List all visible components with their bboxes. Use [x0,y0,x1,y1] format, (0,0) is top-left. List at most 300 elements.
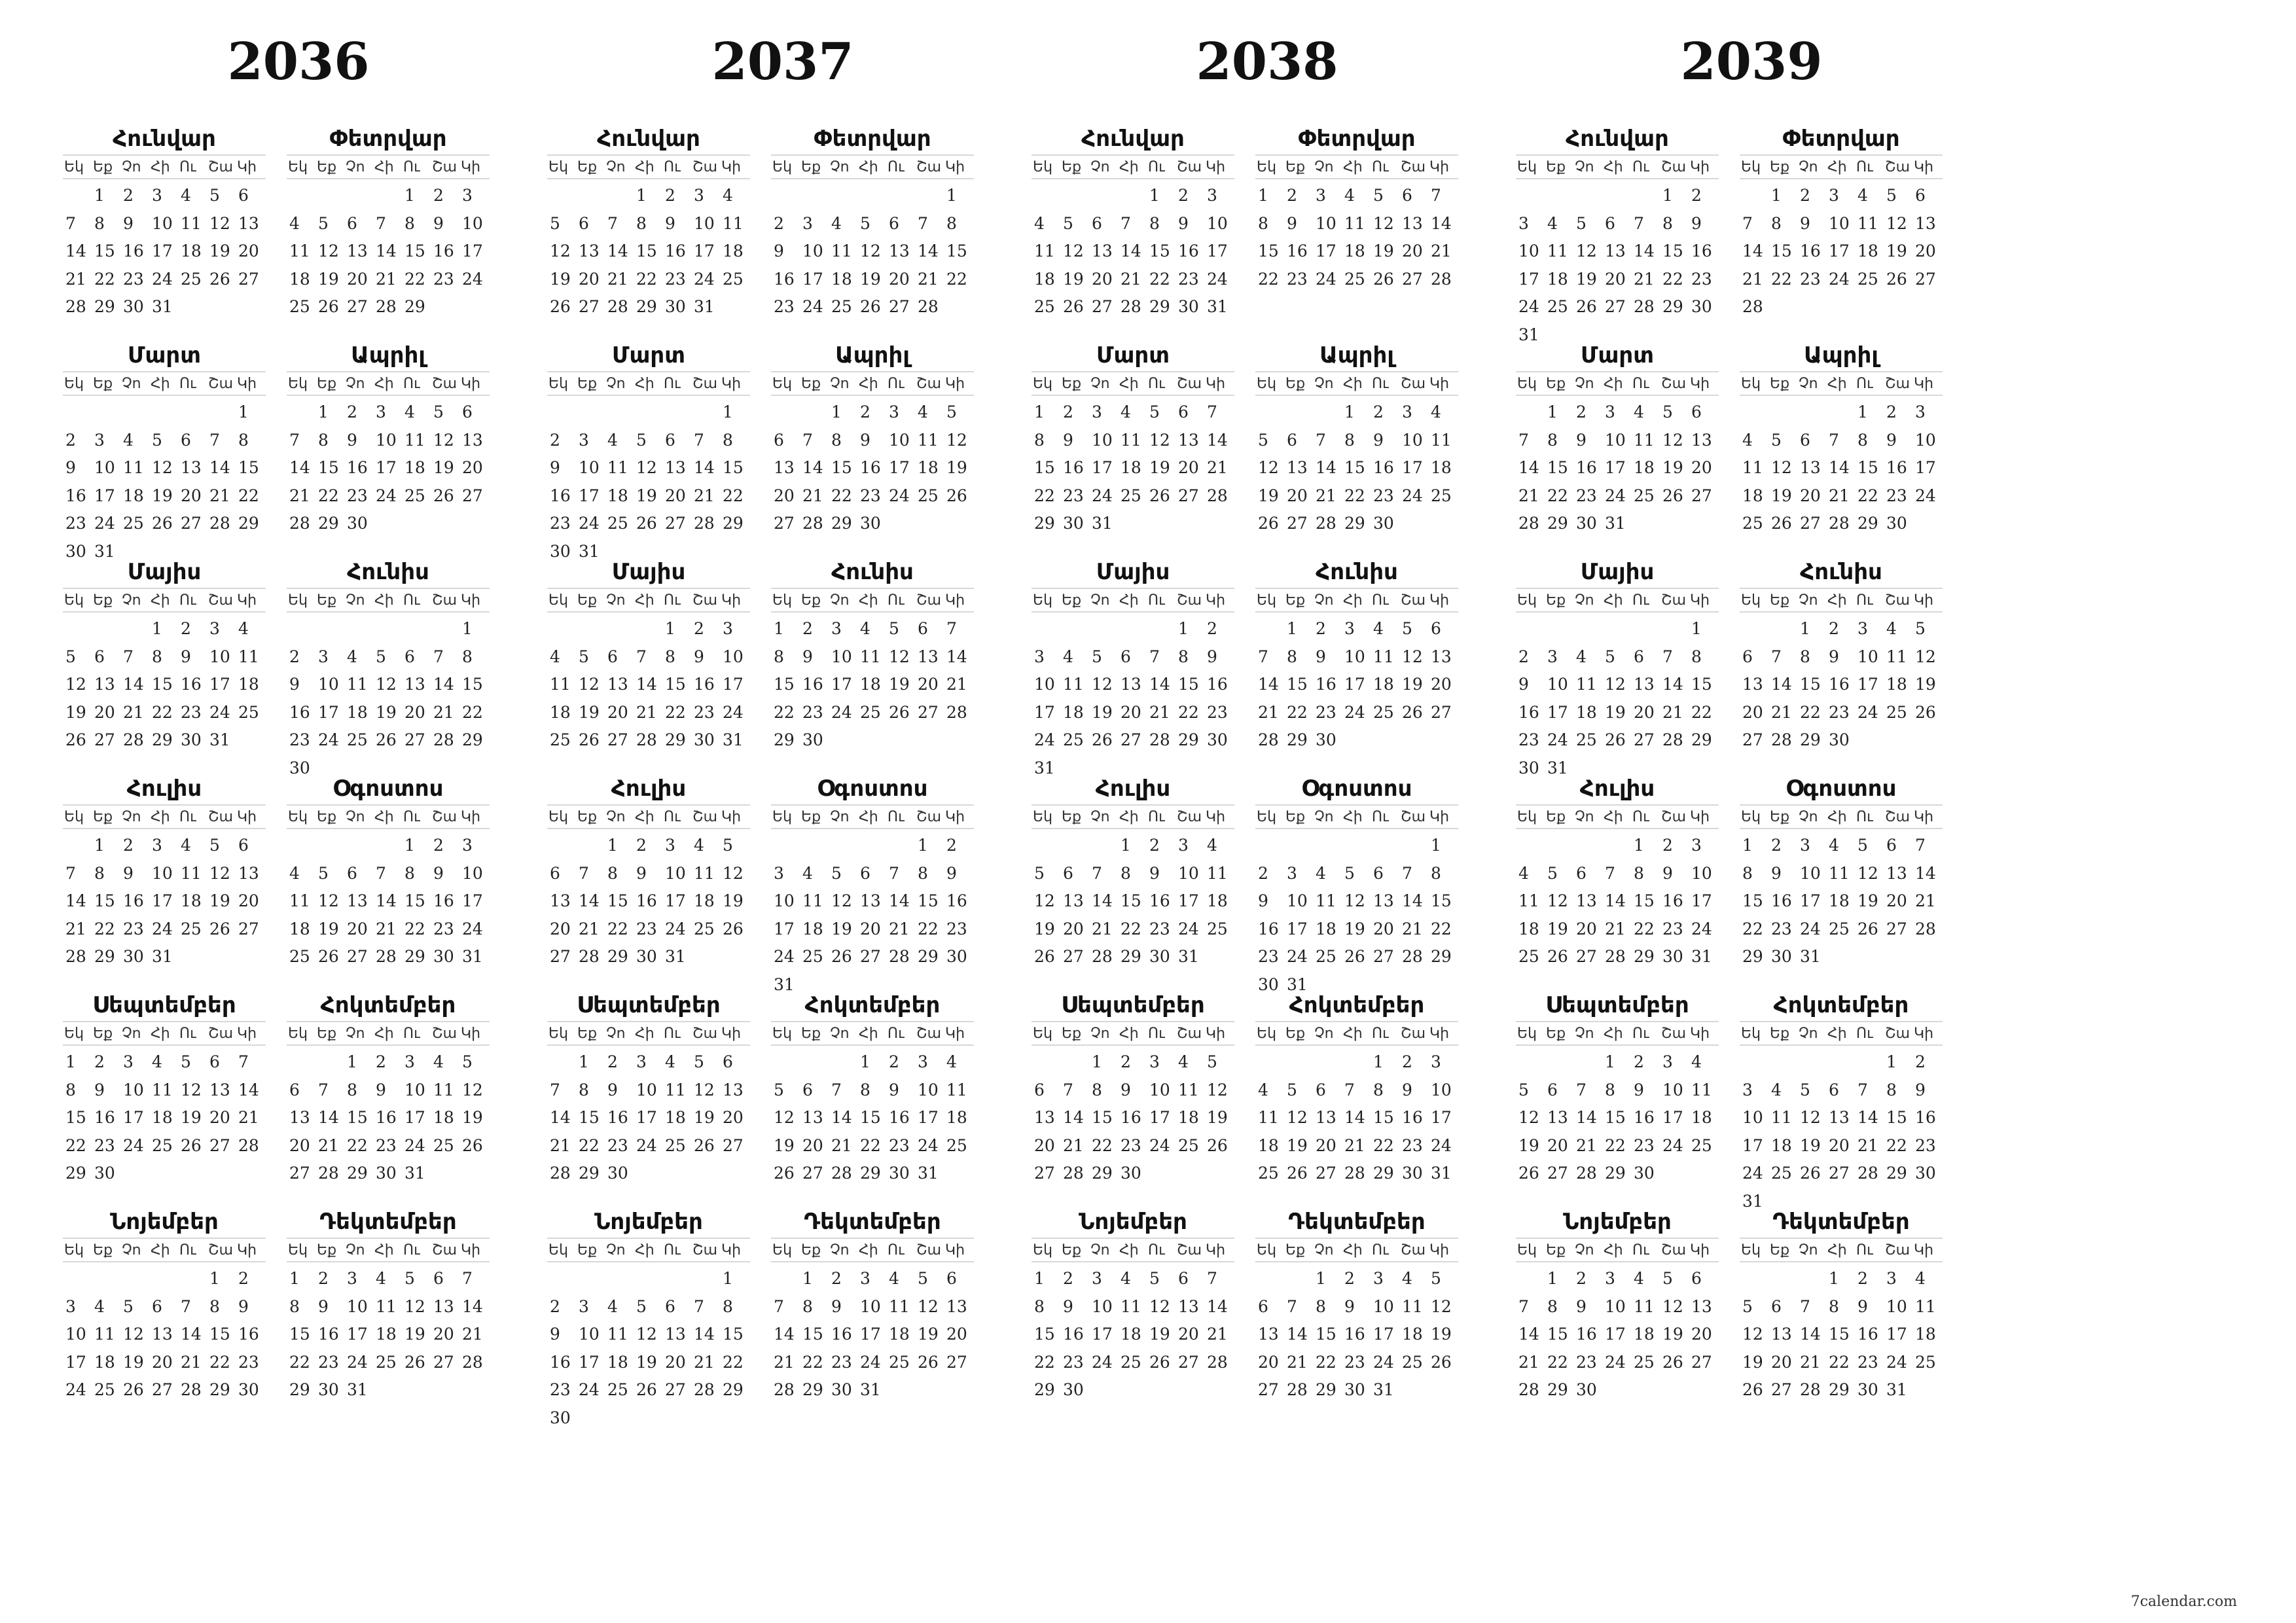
month [1516,1207,1719,1423]
empty-cell [1031,182,1060,210]
empty-cell [576,1265,605,1293]
day-cell: 12 [723,863,744,883]
day-cell: 7 [607,213,618,233]
day-cell: 3 [462,836,473,855]
day-cell: 27 [152,1380,173,1399]
day-cell: 17 [1547,702,1568,722]
day-cell: 22 [723,1352,744,1372]
day-cell: 12 [579,675,600,694]
weekday-label: Եք [1770,158,1790,175]
day-cell: 14 [1092,891,1113,910]
day-cell: 25 [1547,297,1568,316]
day-cell: 9 [318,1296,329,1316]
day-cell: 3 [318,647,329,666]
day-cell: 29 [289,1380,310,1399]
day-cell: 22 [579,1135,600,1155]
day-cell: 4 [1344,186,1355,205]
weekday-label: Եկ [548,1025,569,1042]
day-cell: 16 [1634,1108,1655,1127]
empty-cell [1031,832,1060,860]
empty-cell [1089,615,1118,643]
weekday-label: Ու [403,1025,420,1042]
day-cell: 5 [889,619,899,638]
day-cell: 6 [889,213,899,233]
weekday-label: Ու [179,1241,196,1258]
month-name: Հուլիս [1579,776,1655,802]
day-cell: 15 [860,1108,881,1127]
day-cell: 13 [1800,458,1821,477]
empty-cell [829,182,857,210]
weekday-header [1516,1238,1719,1262]
day-cell: 11 [665,1080,686,1099]
year-title: 2039 [1680,32,1823,92]
day-cell: 27 [1829,1164,1850,1183]
day-cell: 24 [579,1380,600,1399]
weekday-label: Կի [1690,158,1710,175]
weekday-label: Շա [692,592,718,609]
month-name: Փետրվար [1782,126,1900,152]
day-cell: 8 [238,430,249,450]
weekday-label: Ու [1372,1025,1389,1042]
day-cell: 13 [1771,1325,1792,1344]
day-cell: 11 [181,863,202,883]
day-cell: 21 [433,702,454,722]
day-grid [63,615,264,755]
day-cell: 22 [1771,269,1792,289]
weekday-label: Եկ [548,158,569,175]
day-cell: 3 [1662,1052,1673,1071]
day-cell: 30 [665,297,686,316]
day-cell: 11 [1829,863,1850,883]
weekday-header [547,588,750,613]
day-cell: 21 [238,1108,259,1127]
day-cell: 15 [404,891,425,910]
day-cell: 12 [1063,241,1084,260]
weekday-label: Չո [1090,375,1110,392]
empty-cell [63,615,92,643]
day-cell: 15 [918,891,939,910]
day-cell: 13 [1258,1325,1279,1344]
empty-cell [344,182,373,210]
day-cell: 11 [1121,1296,1141,1316]
empty-cell [605,182,634,210]
empty-cell [1118,182,1147,210]
day-cell: 2 [636,836,647,855]
empty-cell [1031,615,1060,643]
day-cell: 11 [1034,241,1055,260]
empty-cell [1631,615,1660,643]
weekday-label: Կի [461,375,481,392]
day-cell: 17 [1431,1108,1452,1127]
day-cell: 29 [831,514,852,533]
day-cell: 1 [1886,1052,1897,1071]
weekday-label: Հի [859,158,878,175]
weekday-label: Կի [1690,1025,1710,1042]
day-cell: 15 [1771,241,1792,260]
day-cell: 7 [550,1080,560,1099]
day-cell: 25 [1742,514,1763,533]
day-grid [1031,1048,1233,1188]
day-cell: 30 [1178,297,1199,316]
day-cell: 11 [607,458,628,477]
weekday-label: Հի [1343,1241,1363,1258]
month-name: Դեկտեմբեր [1288,1209,1426,1235]
day-cell: 31 [209,730,230,749]
day-cell: 19 [1547,919,1568,938]
day-cell: 19 [1092,702,1113,722]
day-cell: 11 [289,891,310,910]
day-cell: 4 [289,863,300,883]
day-cell: 13 [1829,1108,1850,1127]
day-cell: 11 [1742,458,1763,477]
day-cell: 11 [1431,430,1452,450]
day-cell: 8 [1092,1080,1102,1099]
weekday-label: Եկ [1033,1241,1053,1258]
empty-cell [1516,615,1545,643]
weekday-label: Չո [346,1241,365,1258]
weekday-label: Ու [1632,592,1649,609]
weekday-header [1740,371,1943,396]
day-cell: 23 [1518,730,1539,749]
day-cell: 25 [665,1135,686,1155]
day-cell: 28 [318,1164,339,1183]
empty-cell [1060,1048,1089,1077]
day-cell: 6 [347,213,357,233]
weekday-label: Եք [577,375,598,392]
day-cell: 28 [1771,730,1792,749]
weekday-label: Ու [1632,158,1649,175]
weekday-header [63,154,266,179]
day-cell: 11 [1316,891,1336,910]
day-cell: 16 [318,1325,339,1344]
day-cell: 8 [209,1296,220,1316]
day-cell: 20 [1691,458,1712,477]
day-cell: 11 [1402,1296,1423,1316]
day-cell: 20 [1092,269,1113,289]
day-cell: 6 [1691,402,1702,421]
weekday-label: Չո [1799,375,1818,392]
day-cell: 21 [1316,486,1336,505]
day-cell: 5 [1034,863,1045,883]
day-cell: 2 [1662,836,1673,855]
day-cell: 14 [1344,1108,1365,1127]
empty-cell [771,1265,800,1293]
day-cell: 31 [579,541,600,561]
day-cell: 23 [289,730,310,749]
day-cell: 24 [1547,730,1568,749]
day-cell: 16 [1287,241,1308,260]
day-cell: 3 [802,213,813,233]
day-cell: 3 [347,1269,357,1288]
day-cell: 15 [1605,1108,1626,1127]
day-cell: 9 [946,863,957,883]
day-cell: 12 [636,458,657,477]
day-grid [1255,182,1457,293]
day-cell: 6 [462,402,473,421]
day-cell: 1 [723,1269,733,1288]
empty-cell [207,399,236,427]
day-cell: 26 [1662,1352,1683,1372]
day-cell: 18 [665,1108,686,1127]
day-cell: 31 [347,1380,368,1399]
day-cell: 28 [1662,730,1683,749]
day-cell: 22 [404,919,425,938]
day-cell: 28 [1207,1352,1228,1372]
day-cell: 30 [318,1380,339,1399]
day-cell: 16 [238,1325,259,1344]
day-cell: 5 [1258,430,1268,450]
day-cell: 20 [946,1325,967,1344]
weekday-label: Կի [1429,375,1450,392]
weekday-label: Հի [151,158,170,175]
day-cell: 14 [1316,458,1336,477]
day-cell: 5 [1547,863,1558,883]
month [287,341,490,557]
day-cell: 5 [462,1052,473,1071]
day-cell: 16 [1316,675,1336,694]
day-cell: 2 [1576,402,1587,421]
day-cell: 7 [1771,647,1782,666]
month [1740,991,1943,1211]
day-cell: 18 [723,241,744,260]
weekday-label: Ու [1856,375,1873,392]
day-cell: 9 [607,1080,618,1099]
day-cell: 3 [152,836,162,855]
day-cell: 23 [65,514,86,533]
day-cell: 12 [1886,213,1907,233]
weekday-header [547,804,750,829]
day-cell: 18 [404,458,425,477]
day-cell: 20 [1886,891,1907,910]
day-cell: 13 [1316,1108,1336,1127]
day-grid [547,1048,749,1188]
day-cell: 17 [831,675,852,694]
day-cell: 20 [1771,1352,1792,1372]
empty-cell [547,832,576,860]
weekday-label: Եկ [548,1241,569,1258]
day-cell: 30 [550,541,571,561]
weekday-label: Ու [1632,375,1649,392]
month-name: Հունիս [1316,559,1398,585]
day-cell: 3 [1691,836,1702,855]
weekday-label: Չո [830,592,850,609]
day-cell: 31 [462,947,483,966]
day-cell: 26 [1149,486,1170,505]
day-cell: 13 [607,675,628,694]
weekday-header [1255,371,1458,396]
day-cell: 30 [1149,947,1170,966]
day-cell: 17 [1149,1108,1170,1127]
day-cell: 20 [1547,1135,1568,1155]
weekday-label: Եք [317,1241,337,1258]
day-cell: 8 [918,863,928,883]
day-cell: 23 [123,919,144,938]
day-cell: 12 [209,213,230,233]
day-cell: 28 [946,702,967,722]
day-cell: 20 [1800,486,1821,505]
day-cell: 22 [318,486,339,505]
weekday-label: Կի [945,1241,965,1258]
day-cell: 27 [1771,1380,1792,1399]
month [771,341,974,557]
month-name: Հուլիս [611,776,687,802]
day-cell: 27 [462,486,483,505]
day-cell: 8 [946,213,957,233]
weekday-label: Շա [1885,158,1910,175]
day-cell: 4 [1547,213,1558,233]
day-cell: 14 [946,647,967,666]
empty-cell [1740,182,1768,210]
day-cell: 19 [181,1108,202,1127]
day-cell: 17 [1092,1325,1113,1344]
day-cell: 17 [665,891,686,910]
day-grid [1031,615,1233,782]
day-cell: 24 [1344,702,1365,722]
empty-cell [634,615,662,643]
month [1031,558,1234,777]
day-cell: 30 [123,947,144,966]
day-cell: 3 [209,619,220,638]
day-cell: 24 [1178,919,1199,938]
day-cell: 25 [1576,730,1597,749]
day-cell: 2 [65,430,76,450]
day-cell: 17 [1092,458,1113,477]
day-cell: 12 [462,1080,483,1099]
day-cell: 24 [802,297,823,316]
day-cell: 15 [94,891,115,910]
day-cell: 16 [433,241,454,260]
weekday-label: Չո [830,375,850,392]
day-cell: 20 [550,919,571,938]
day-cell: 1 [1316,1269,1326,1288]
day-cell: 5 [636,430,647,450]
day-cell: 12 [694,1080,715,1099]
day-cell: 8 [1829,1296,1839,1316]
month [1740,124,1943,340]
day-cell: 17 [774,919,795,938]
day-cell: 24 [1207,269,1228,289]
day-cell: 28 [579,947,600,966]
day-cell: 31 [1800,947,1821,966]
day-cell: 7 [1605,863,1615,883]
weekday-label: Կի [1914,1025,1934,1042]
day-cell: 2 [1518,647,1529,666]
weekday-label: Եկ [1741,1241,1761,1258]
weekday-label: Շա [1885,1241,1910,1258]
day-cell: 16 [1691,241,1712,260]
weekday-label: Ու [179,808,196,825]
day-cell: 10 [347,1296,368,1316]
weekday-label: Կի [1206,808,1226,825]
day-cell: 4 [1121,1269,1131,1288]
empty-cell [662,399,691,427]
day-cell: 16 [1178,241,1199,260]
weekday-label: Ու [664,375,681,392]
day-cell: 8 [607,863,618,883]
day-cell: 9 [1063,1296,1073,1316]
day-cell: 25 [1373,702,1394,722]
day-cell: 2 [376,1052,386,1071]
day-cell: 9 [831,1296,842,1316]
day-cell: 23 [1287,269,1308,289]
weekday-label: Եք [1770,1241,1790,1258]
weekday-label: Եկ [1741,592,1761,609]
day-cell: 20 [889,269,910,289]
month [771,558,974,774]
day-cell: 9 [550,1325,560,1344]
day-cell: 18 [289,269,310,289]
day-cell: 11 [802,891,823,910]
weekday-label: Չո [1090,1025,1110,1042]
day-cell: 28 [636,730,657,749]
weekday-label: Կի [1429,1025,1450,1042]
empty-cell [1284,1048,1313,1077]
day-cell: 18 [1576,702,1597,722]
day-cell: 14 [1207,1296,1228,1316]
day-cell: 9 [1915,1080,1926,1099]
day-cell: 17 [860,1325,881,1344]
weekday-label: Կի [1206,1025,1226,1042]
day-cell: 4 [1857,186,1868,205]
empty-cell [576,399,605,427]
day-cell: 11 [1178,1080,1199,1099]
day-cell: 25 [1121,486,1141,505]
day-cell: 19 [1800,1135,1821,1155]
day-cell: 19 [1518,1135,1539,1155]
day-cell: 25 [1857,269,1878,289]
weekday-label: Հի [151,592,170,609]
day-cell: 16 [1662,891,1683,910]
day-grid [1031,832,1233,971]
day-cell: 9 [1373,430,1384,450]
day-cell: 15 [209,1325,230,1344]
day-cell: 20 [1402,241,1423,260]
empty-cell [605,1265,634,1293]
day-cell: 24 [1800,919,1821,938]
month [1255,774,1458,994]
day-cell: 10 [1915,430,1936,450]
day-cell: 26 [831,947,852,966]
day-cell: 5 [774,1080,784,1099]
weekday-label: Ու [1148,1241,1165,1258]
day-cell: 18 [1316,919,1336,938]
day-cell: 26 [774,1164,795,1183]
day-cell: 25 [1771,1164,1792,1183]
day-cell: 29 [404,297,425,316]
day-cell: 26 [404,1352,425,1372]
day-cell: 18 [376,1325,397,1344]
day-cell: 31 [152,947,173,966]
day-cell: 13 [1915,213,1936,233]
weekday-label: Եք [1062,375,1082,392]
day-cell: 27 [347,947,368,966]
day-cell: 5 [318,213,329,233]
day-cell: 1 [1771,186,1782,205]
weekday-label: Շա [1885,808,1910,825]
weekday-header [771,588,974,613]
day-cell: 12 [433,430,454,450]
weekday-label: Ու [179,1025,196,1042]
weekday-label: Ու [1632,1241,1649,1258]
weekday-label: Եկ [1257,158,1277,175]
day-cell: 6 [1829,1080,1839,1099]
day-cell: 28 [1634,297,1655,316]
empty-cell [1573,1048,1602,1077]
day-cell: 6 [1402,186,1412,205]
weekday-header [1516,588,1719,613]
weekday-label: Հի [635,1025,655,1042]
day-cell: 27 [1316,1164,1336,1183]
